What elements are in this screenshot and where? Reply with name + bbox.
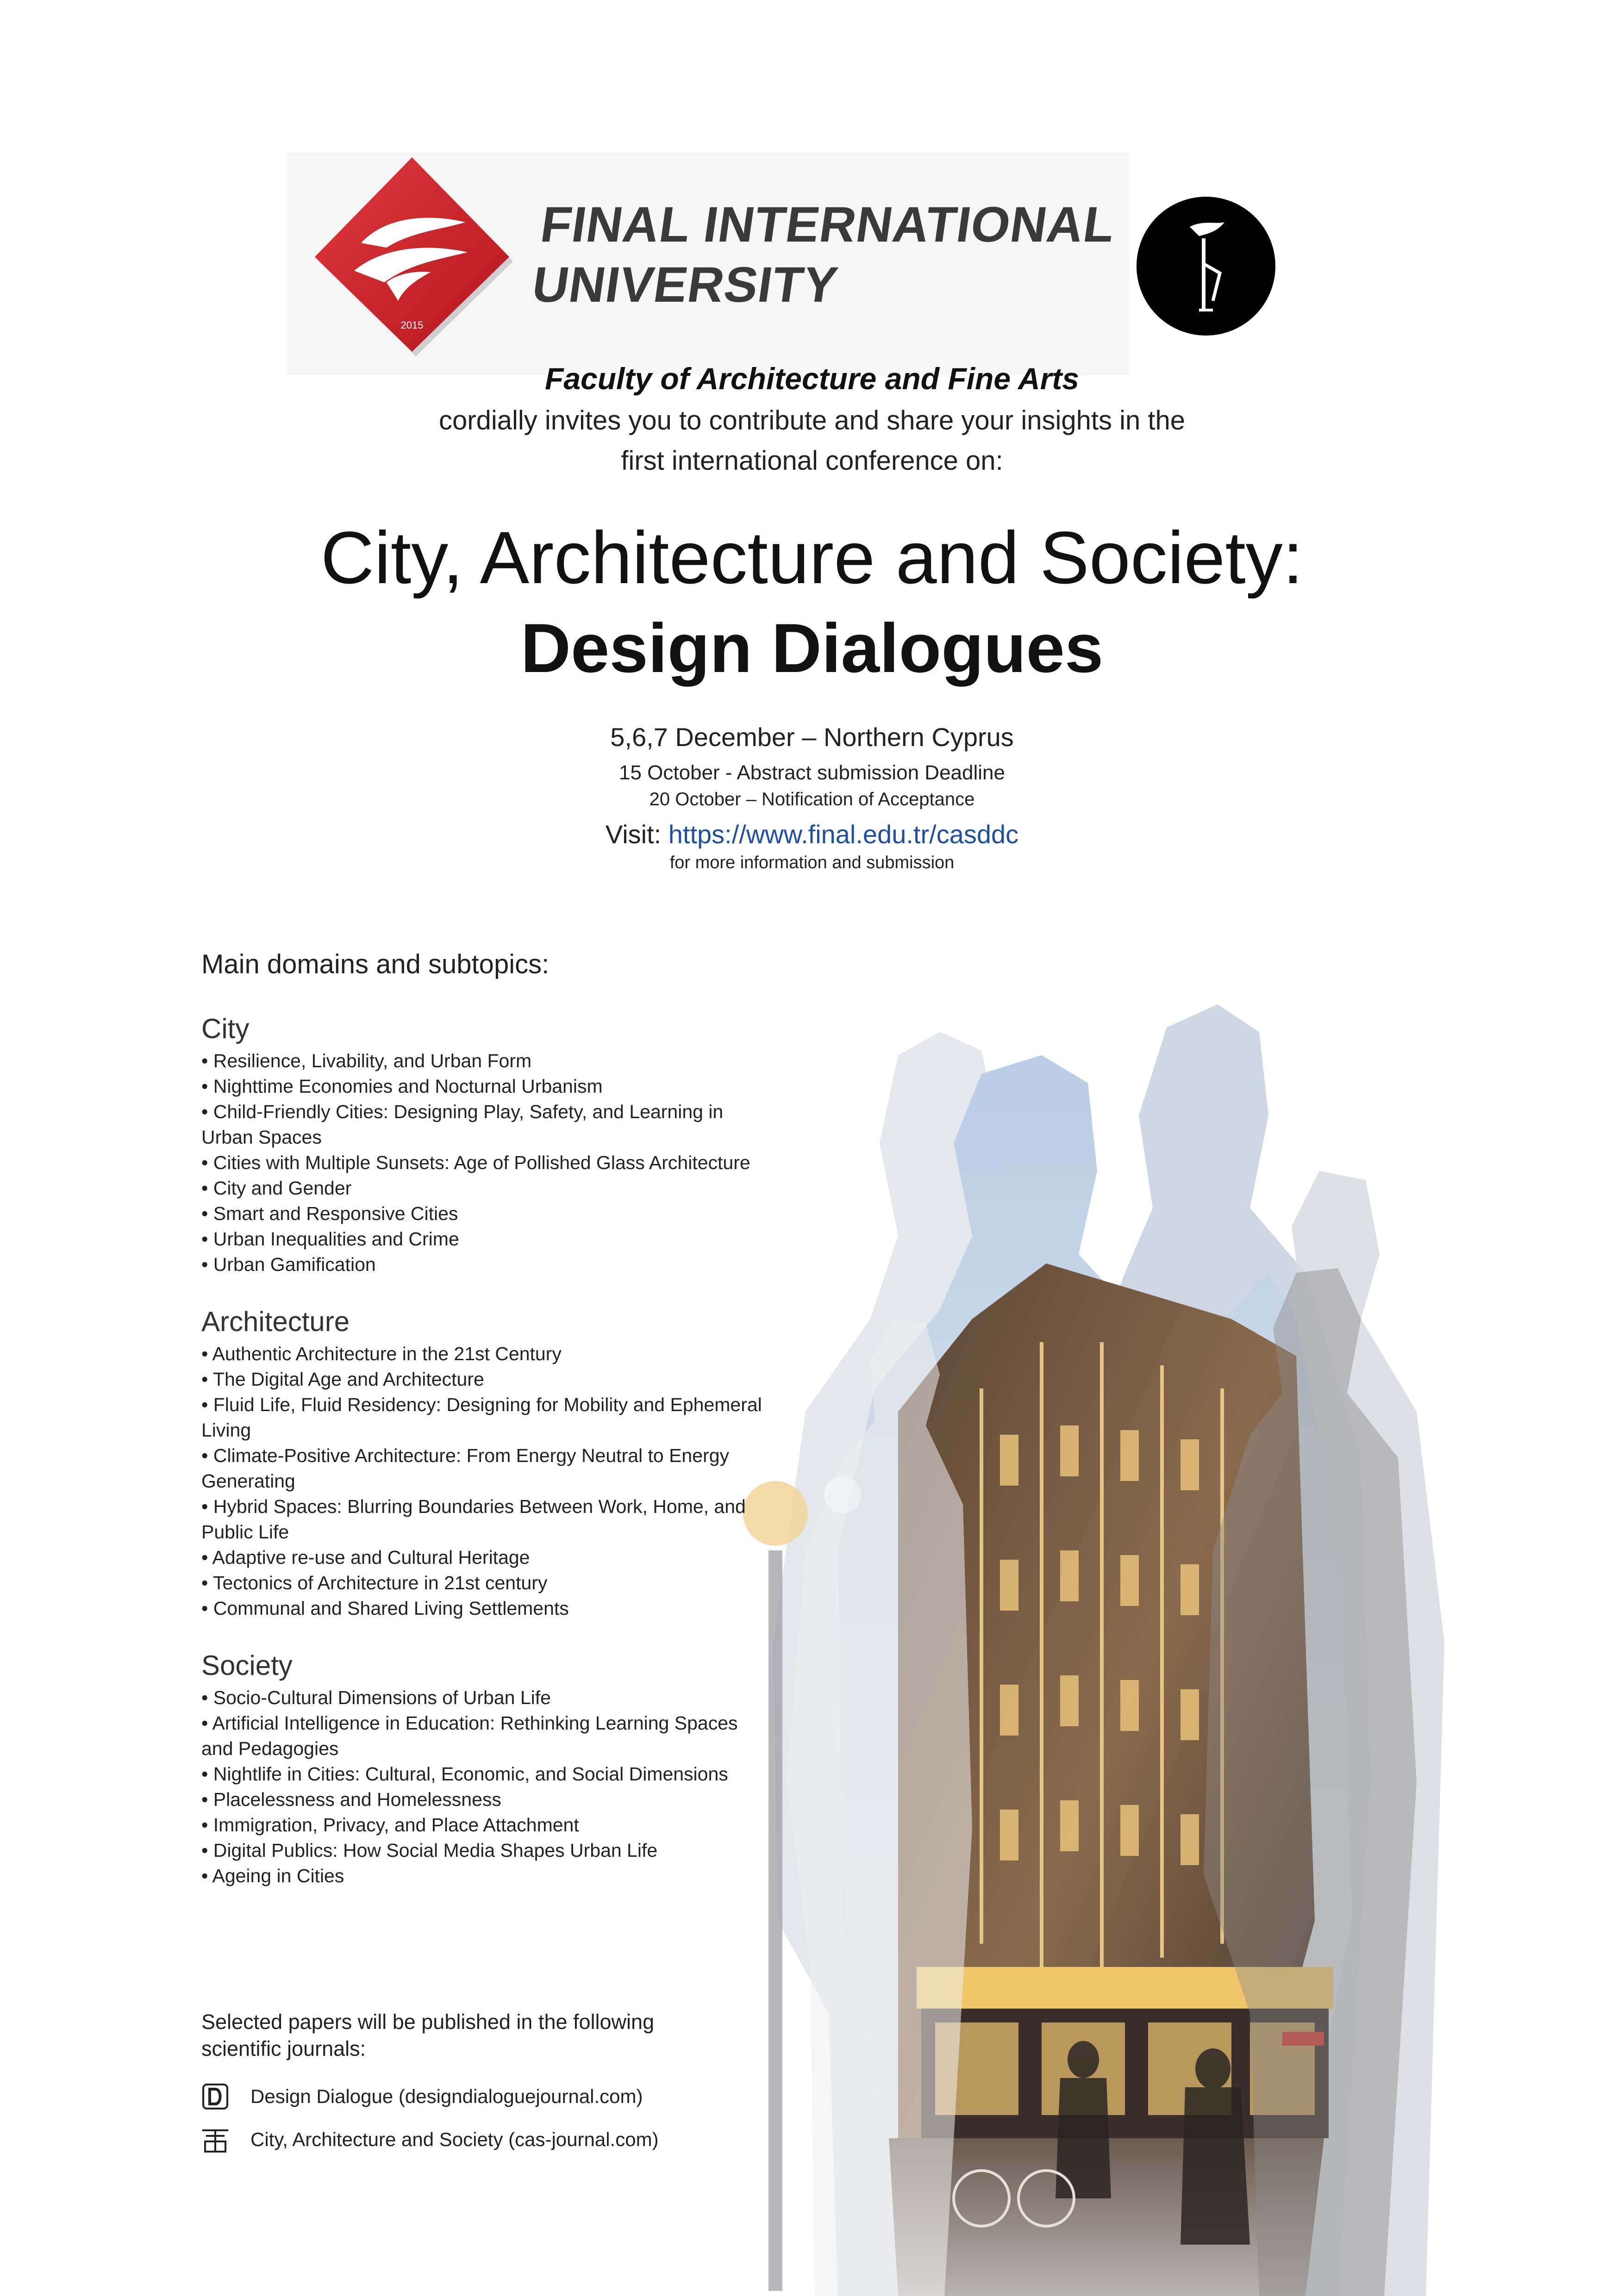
faculty-emblem-logo — [1134, 194, 1278, 338]
more-info-text: for more information and submission — [669, 853, 955, 872]
invite-text-line-1: cordially invites you to contribute and share your insights in the — [439, 405, 1185, 436]
topic-list-architecture — [201, 1341, 771, 1621]
invite-text-line-2: first international conference on: — [621, 446, 1003, 476]
journal-label[interactable]: Design Dialogue (designdialoguejournal.com) — [250, 2085, 643, 2107]
list-item: • Urban Inequalities and Crime — [201, 1226, 771, 1252]
conference-subtitle: Design Dialogues — [520, 609, 1104, 687]
section-title-architecture: Architecture — [201, 1306, 350, 1337]
list-item: • Urban Gamification — [201, 1252, 771, 1277]
journal-item-design-dialogue — [201, 2083, 643, 2110]
conference-dates: 5,6,7 December – Northern Cyprus — [610, 722, 1014, 752]
list-item: • Resilience, Livability, and Urban Form — [201, 1048, 771, 1074]
list-item: • Digital Publics: How Social Media Shapes Urban Life — [201, 1838, 771, 1863]
section-title-society: Society — [201, 1650, 293, 1681]
list-item: • Communal and Shared Living Settlements — [201, 1596, 771, 1621]
list-item: • Ageing in Cities — [201, 1863, 771, 1889]
list-item: • Child-Friendly Cities: Designing Play, Safety, and Learning in Urban Spaces — [201, 1099, 771, 1150]
domains-column — [201, 949, 771, 1916]
section-society — [201, 1649, 771, 1889]
list-item: • City and Gender — [201, 1176, 771, 1201]
journals-intro: Selected papers will be published in the following scientific journals: — [201, 2010, 655, 2060]
list-item: • Hybrid Spaces: Blurring Boundaries Between Work, Home, and Public Life — [201, 1494, 771, 1545]
list-item: • Fluid Life, Fluid Residency: Designing for Mobility and Ephemeral Living — [201, 1392, 771, 1443]
list-item: • Placelessness and Homelessness — [201, 1787, 771, 1812]
conference-title: City, Architecture and Society: — [320, 516, 1304, 599]
emblem-year: 2015 — [400, 319, 424, 331]
fiu-emblem-logo — [306, 148, 518, 361]
visit-line — [0, 819, 1624, 849]
journal-label[interactable]: City, Architecture and Society (cas-journal.com) — [250, 2128, 659, 2150]
list-item: • Tectonics of Architecture in 21st century — [201, 1570, 771, 1596]
list-item: • Smart and Responsive Cities — [201, 1201, 771, 1226]
cas-journal-icon — [201, 2126, 229, 2153]
section-architecture — [201, 1305, 771, 1621]
journal-item-cas — [201, 2126, 659, 2153]
faculty-title: Faculty of Architecture and Fine Arts — [545, 361, 1079, 396]
list-item: • Authentic Architecture in the 21st Century — [201, 1341, 771, 1367]
section-title-city: City — [201, 1013, 250, 1044]
list-item: • Artificial Intelligence in Education: Rethinking Learning Spaces and Pedagogies — [201, 1711, 771, 1761]
list-item: • Climate-Positive Architecture: From Energy Neutral to Energy Generating — [201, 1443, 771, 1494]
silhouette-city-collage-image — [722, 856, 1454, 2296]
visit-label: Visit: — [605, 820, 662, 849]
abstract-deadline: 15 October - Abstract submission Deadline — [619, 761, 1005, 784]
list-item: • Immigration, Privacy, and Place Attachment — [201, 1812, 771, 1838]
university-name-line-2: UNIVERSITY — [529, 256, 842, 312]
domains-heading: Main domains and subtopics: — [201, 949, 550, 979]
topic-list-society — [201, 1685, 771, 1889]
list-item: • Socio-Cultural Dimensions of Urban Life — [201, 1685, 771, 1711]
list-item: • Nighttime Economies and Nocturnal Urbanism — [201, 1074, 771, 1099]
university-name-line-1: FINAL INTERNATIONAL — [537, 196, 1119, 252]
list-item: • Nightlife in Cities: Cultural, Economic, and Social Dimensions — [201, 1761, 771, 1787]
design-dialogue-icon — [201, 2083, 229, 2110]
topic-list-city — [201, 1048, 771, 1277]
list-item: • Cities with Multiple Sunsets: Age of Pollished Glass Architecture — [201, 1150, 771, 1176]
university-name — [529, 194, 1119, 315]
notification-date: 20 October – Notification of Acceptance — [649, 789, 975, 809]
section-city — [201, 1012, 771, 1277]
conference-url-link[interactable]: https://www.final.edu.tr/casddc — [668, 820, 1019, 849]
list-item: • The Digital Age and Architecture — [201, 1367, 771, 1392]
list-item: • Adaptive re-use and Cultural Heritage — [201, 1545, 771, 1570]
